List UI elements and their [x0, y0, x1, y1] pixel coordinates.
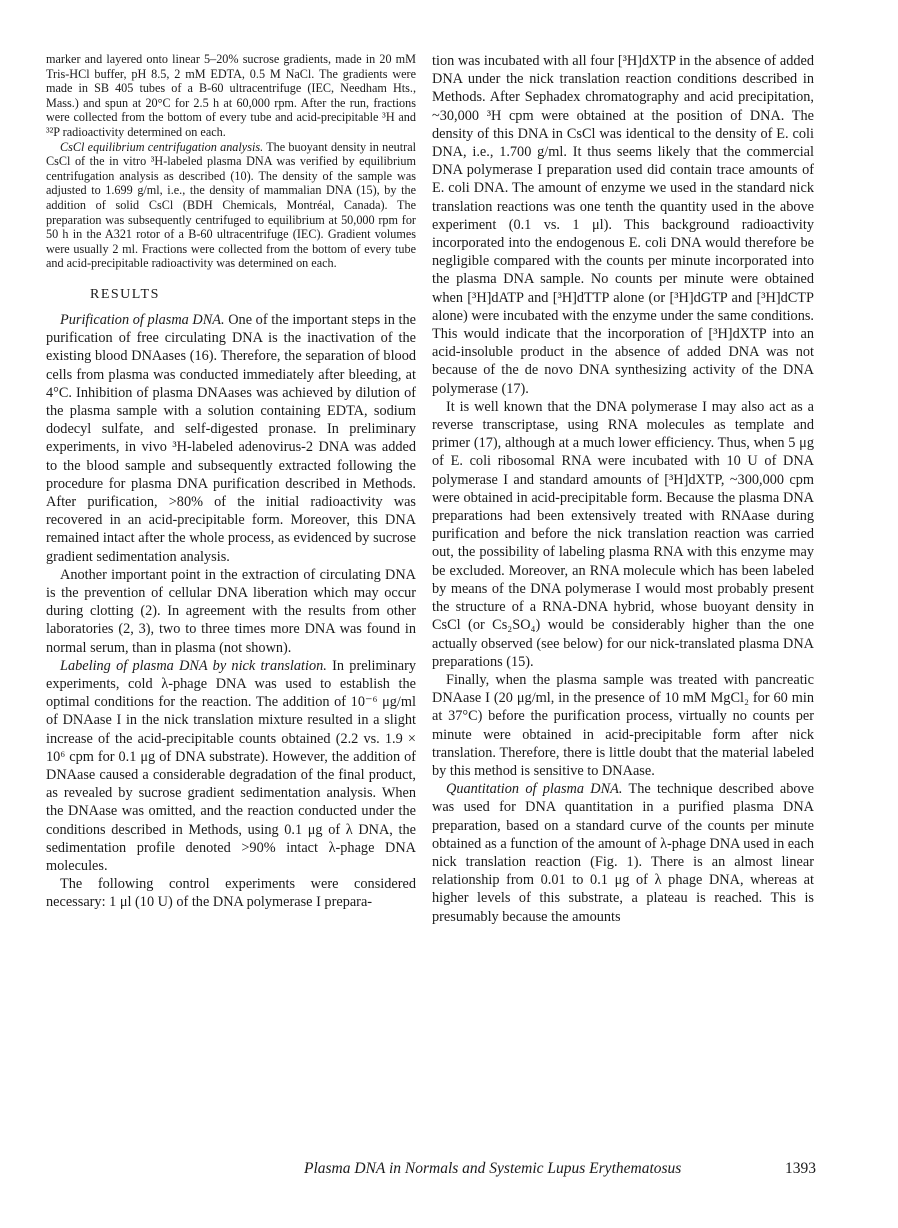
cscl-text: The buoyant density in neutral CsCl of the in vitro ³H-labeled plasma DNA was verified by equilibrium centrifugation analysis as described (10). The density of the sample was adjusted to 1.699 g/ml, i.e., the density of mammalian DNA (15), by the addition of solid CsCl (BDH Chemicals, Montréal, Canada). The preparation was subsequently centrifuged to equilibrium at 50,000 rpm for 50 h in the A321 rotor of a B-60 ultracentrifuge (IEC). Gradient volumes were usually 2 ml. Fractions were collected from the bottom of every tube and acid-precipitable radioactivity was determined on each. — [46, 139, 417, 271]
labeling-title: Labeling of plasma DNA by nick translation. — [60, 657, 327, 674]
labeling-paragraph — [46, 657, 416, 875]
quantitation-title: Quantitation of plasma DNA. — [446, 781, 623, 798]
purification-paragraph — [46, 311, 416, 566]
cscl-title: CsCl equilibrium centrifugation analysis. — [60, 139, 264, 154]
control-paragraph: The following control experiments were considered necessary: 1 μl (10 U) of the DNA polymerase I prepara- — [46, 876, 416, 911]
page-number: 1393 — [785, 1160, 816, 1177]
reverse-transcriptase-paragraph: It is well known that the DNA polymerase I may also act as a reverse transcriptase, using RNA molecules as template and primer (17), although at a much lower efficiency. Thus, when 5 μg of E. coli ribosomal RNA were incubated with 10 U of DNA polymerase I and standard amounts of [³H]dXTP, ~300,000 cpm were obtained in acid-precipitable form. Because the plasma DNA preparations had been extensively treated with RNAase during purification and before the nick translation reaction was carried out, the possibility of labeling plasma RNA with this enzyme may be excluded. Moreover, an RNA molecule which has been labeled by means of the DNA polymerase I would most probably present the structure of a RNA-DNA hybrid, whose buoyant density in CsCl (or Cs₂SO₄) would be considerably higher than the one actually observed (see below) for our nick-translated plasma DNA preparations (15). — [432, 398, 814, 670]
quantitation-text: The technique described above was used for DNA quantitation in a purified plasma DNA preparation, based on a standard curve of the counts per minute obtained as a function of the amount of λ-phage DNA used in each nick translation reaction (Fig. 1). There is an almost linear relationship from 0.01 to 0.1 μg of λ phage DNA, whereas at higher levels of this substrate, a plateau is reached. This is presumably because the amounts — [432, 781, 814, 925]
control-continued-paragraph: tion was incubated with all four [³H]dXTP in the absence of added DNA under the nick translation reaction conditions described in Methods. After Sephadex chromatography and acid precipitation, ~30,000 ³H cpm were obtained at the position of DNA. The density of this DNA in CsCl was identical to the density of E. coli DNA, i.e., 1.700 g/ml. It thus seems likely that the commercial DNA polymerase I preparation used did contain trace amounts of E. coli DNA. The amount of enzyme we used in the standard nick translation reactions was one tenth the quantity used in the above experiment (0.1 vs. 1 μl). This background radioactivity incorporated into the endogenous E. coli DNA would therefore be negligible compared with the counts per minute incorporated into the plasma DNA sample. No counts per minute were obtained when [³H]dATP and [³H]dTTP alone (or [³H]dGTP and [³H]dCTP alone) were incubated with the enzyme under the same conditions. This would indicate that the incorporation of [³H]dXTP into an acid-insoluble product in the absence of added DNA was not because of the de novo DNA synthesizing activity of the DNA polymerase (17). — [432, 53, 814, 397]
labeling-text: In preliminary experiments, cold λ-phage DNA was used to establish the optimal conditions for the reaction. The addition of 10⁻⁶ μg/ml of DNAase I in the nick translation mixture resulted in a slight increase of the acid-precipitable counts obtained (2.2 vs. 1.9 × 10⁶ cpm for 0.1 μg of DNA substrate). However, the addition of DNAase caused a considerable degradation of the final product, as revealed by sucrose gradient sedimentation analysis. When the DNAase was omitted, and the reaction conducted under the conditions described in Methods, using 0.1 μg of λ DNA, the sedimentation profile denoted >90% intact λ-phage DNA molecules. — [46, 657, 416, 874]
methods-gradient-paragraph: marker and layered onto linear 5–20% sucrose gradients, made in 20 mM Tris-HCl buffer, pH 8.5, 2 mM EDTA, 0.5 M NaCl. The gradients were made in SB 405 tubes of a B-60 ultracentrifuge (IEC, Needham Hts., Mass.) and spun at 20°C for 2.5 h at 60,000 rpm. After the run, fractions were collected from the bottom of every tube and acid-precipitable ³H and ³²P radioactivity determined on each. — [46, 52, 416, 139]
running-title: Plasma DNA in Normals and Systemic Lupus Erythematosus — [304, 1160, 682, 1177]
clotting-paragraph: Another important point in the extraction of circulating DNA is the prevention of cellular DNA liberation which may occur during clotting (2). In agreement with the results from other laboratories (2, 3), two to three times more DNA was found in normal serum, than in plasma (not shown). — [46, 566, 416, 656]
purification-title: Purification of plasma DNA. — [60, 311, 225, 328]
dnaase-paragraph: Finally, when the plasma sample was treated with pancreatic DNAase I (20 μg/ml, in the presence of 10 mM MgCl₂ for 60 min at 37°C) before the purification process, virtually no counts per minute were obtained in acid-precipitable form after nick translation. Therefore, there is little doubt that the material labeled by this method is sensitive to DNAase. — [432, 671, 814, 779]
cscl-paragraph — [46, 140, 416, 271]
results-heading: RESULTS — [90, 286, 160, 302]
purification-text: One of the important steps in the purification of free circulating DNA is the inactivation of the existing blood DNAases (16). Therefore, the separation of blood cells from plasma was conducted immediately after bleeding, at 4°C. Inhibition of plasma DNAases was achieved by dilution of the plasma sample with a solution containing EDTA, sodium dodecyl sulfate, and self-digested pronase. In preliminary experiments, in vivo ³H-labeled adenovirus-2 DNA was added to the blood sample and subsequently extracted following the procedure for plasma DNA purification described in Methods. After purification, >80% of the initial radioactivity was recovered in an acid-precipitable form. Moreover, this DNA remained intact after the whole process, as evidenced by sucrose gradient sedimentation analysis. — [46, 311, 416, 565]
quantitation-paragraph — [432, 780, 814, 926]
left-column — [46, 52, 416, 912]
right-column — [432, 52, 814, 926]
page-footer — [304, 1160, 816, 1178]
